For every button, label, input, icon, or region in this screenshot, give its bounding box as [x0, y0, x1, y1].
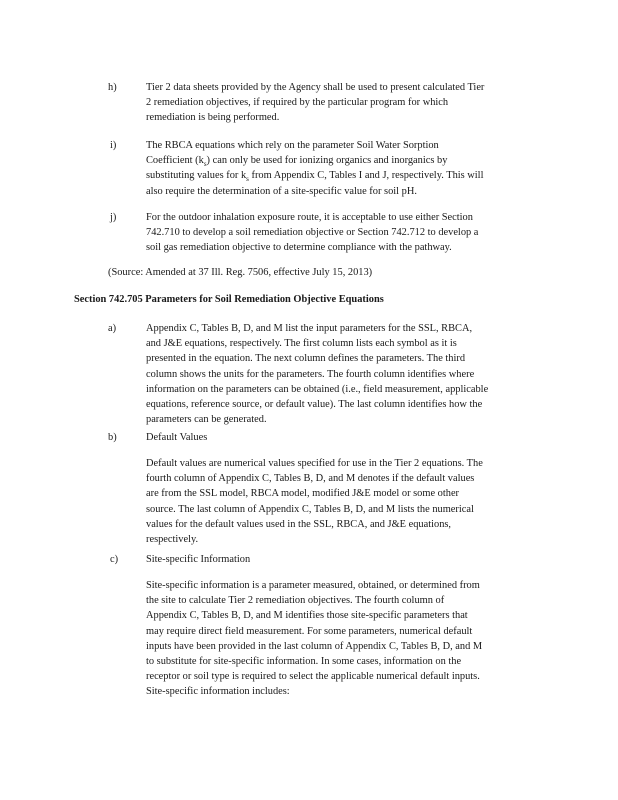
text-line: and J&E equations, respectively. The first column lists each symbol as it is [146, 338, 457, 350]
section-heading: Section 742.705 Parameters for Soil Remediation Objective Equations [74, 294, 384, 305]
text-line: Tier 2 data sheets provided by the Agency shall be used to present calculated Tier [146, 82, 485, 93]
subsection-a-label: a) [108, 323, 117, 334]
text-line: source. The last column of Appendix C, Tables B, D, and M lists the numerical [146, 503, 474, 515]
text-line: also require the determination of a site-specific value for soil pH. [146, 185, 417, 197]
text-line: equations, reference source, or default value). The last column identifies how the [146, 399, 483, 411]
subsection-c-text [146, 578, 556, 700]
text-line: respectively. [146, 534, 199, 546]
text-line: Default values are numerical values specified for use in the Tier 2 equations. The [146, 458, 483, 469]
text-line: to substitute for site-specific information. In some cases, information on the [146, 656, 462, 668]
text-line: 742.710 to develop a soil remediation objective or Section 742.712 to develop a [146, 227, 479, 239]
subsection-c-label: c) [110, 554, 119, 565]
text-line: may require direct field measurement. For some parameters, numerical default [146, 625, 473, 637]
text-line: Site-specific information includes: [146, 686, 290, 698]
subsection-b-label: b) [108, 432, 117, 443]
text-line: are from the SSL model, RBCA model, modified J&E model or some other [146, 488, 460, 500]
text-line: the site to calculate Tier 2 remediation objectives. The fourth column of [146, 595, 445, 607]
text-line: Appendix C, Tables B, D, and M list the input parameters for the SSL, RBCA, [146, 323, 473, 334]
text-line: parameters can be generated. [146, 414, 267, 426]
item-h-label: h) [108, 82, 117, 93]
text-line: values for the default values used in the SSL, RBCA, and J&E equations, [146, 518, 452, 530]
item-j-label: j) [110, 212, 117, 223]
item-i-text [146, 138, 556, 199]
source-note: (Source: Amended at 37 Ill. Reg. 7506, effective July 15, 2013) [108, 267, 373, 278]
text-line: information on the parameters can be obtained (i.e., field measurement, applicable [146, 383, 489, 395]
text-line: soil gas remediation objective to determine compliance with the pathway. [146, 242, 452, 254]
text-line: Appendix C, Tables B, D, and M identifies those site-specific parameters that [146, 610, 468, 622]
item-h-text [146, 80, 556, 126]
text-line: For the outdoor inhalation exposure route, it is acceptable to use either Section [146, 212, 473, 223]
subsection-b-text [146, 456, 556, 547]
subsection-b-title: Default Values [146, 432, 208, 443]
text-line: column shows the units for the parameters. The fourth column identifies where [146, 368, 475, 380]
text-line-with-subscript: substituting values for $k_s$ from Appendix C, Tables I and J, respectively. This will [146, 170, 484, 184]
text-line-with-subscript: Coefficient $(k_s)$ can only be used for ionizing organics and inorganics by [146, 155, 448, 169]
text-line: receptor or soil type is required to select the applicable numerical default inputs. [146, 671, 480, 683]
text-line: inputs have been provided in the last column of Appendix C, Tables B, D, and M [146, 640, 483, 652]
item-i-label: i) [110, 140, 117, 151]
text-line: 2 remediation objectives, if required by the particular program for which [146, 97, 449, 109]
text-line: remediation is being performed. [146, 112, 280, 124]
text-line: presented in the equation. The next column defines the parameters. The third [146, 353, 466, 365]
item-j-text [146, 210, 556, 256]
subsection-a-text [146, 321, 556, 427]
text-line: fourth column of Appendix C, Tables B, D, and M denotes if the default values [146, 473, 475, 485]
text-line: Site-specific information is a parameter measured, obtained, or determined from [146, 580, 480, 591]
subsection-c-title: Site-specific Information [146, 554, 251, 565]
text-line: The RBCA equations which rely on the parameter Soil Water Sorption [146, 140, 439, 151]
